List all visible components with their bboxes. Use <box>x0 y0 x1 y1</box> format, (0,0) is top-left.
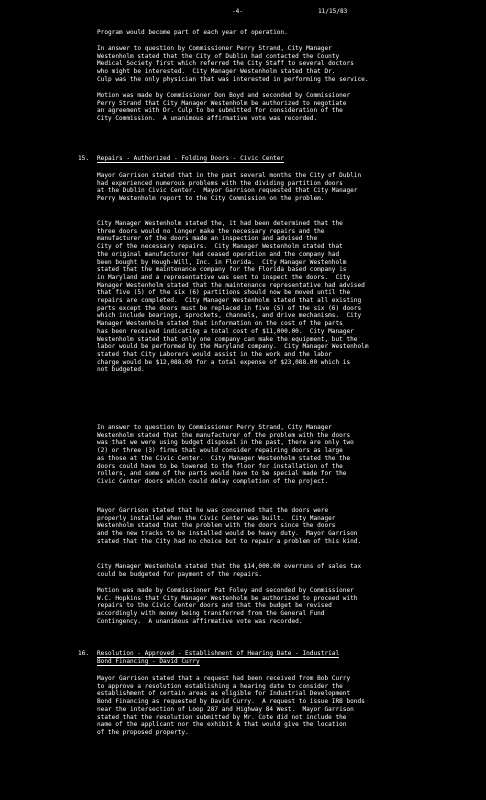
paragraph-sales-tax: City Manager Westenholm stated that the $14,000.00 overruns of sales tax could be budgeted for payment of the repairs. <box>97 563 362 578</box>
paragraph-motion-boyd: Motion was made by Commissioner Don Boyd and seconded by Commissioner Perry Strand that City Manager Westenholm be authorized to negotiate an agreement with Dr. Culp to be submitted for consideration of the City Commission. A unanimous affirmative vote was recorded. <box>97 92 351 123</box>
item-16-title <box>97 650 437 666</box>
page-number: -4- <box>232 8 244 15</box>
item-15-number: 15. <box>78 155 90 162</box>
paragraph-westenholm-repairs: City Manager Westenholm stated the, it had been determined that the three doors would no longer make the necessary repairs and the manufacturer of the doors made an inspection and advised the City of the necessary repairs. City Manager Westenholm stated that the original manufacturer had ceased operation and the company had been bought by Hough-Will, Inc. in Florida. City Manager Westenholm stated that the maintenance company for the Florida based company is in Maryland and a representative was sent to inspect the doors. City Manager Westenholm stated that the maintenance representative had advised that five (5) of the six (6) partitions should now be moved until the repairs are completed. City Manager Westenholm stated that all existing parts except the doors must be replaced in five (5) of the six (6) doors which include bearings, sprockets, channels, and drive mechanisms. City Manager Westenholm stated that information on the cost of the parts has been received indicating a total cost of $11,000.00. City Manager Westenholm stated that only one company can make the equipment, but the labor would be performed by the Maryland company. City Manager Westenholm stated that City Laborers would assist in the work and the labor charge would be $12,088.00 for a total expense of $23,088.00 which is not budgeted. <box>97 220 369 374</box>
paragraph-answer-strand: In answer to question by Commissioner Perry Strand, City Manager Westenholm stated that the City of Dublin had contacted the County Medical Society first which referred the City Staff to several doctors who might be interested. City Manager Westenholm stated that Dr. Culp was the only physician that was interested in performing the service. <box>97 45 369 83</box>
item-16-title-line2: Bond Financing - David Curry <box>97 658 200 665</box>
paragraph-garrison-installation: Mayor Garrison stated that he was concerned that the doors were properly installed when the Civic Center was built. City Manager Westenholm stated that the problem with the doors since the doors and the new tracks to be installed would be heavy duty. Mayor Garrison stated that the City had no choice but to repair a problem of this kind. <box>97 507 362 545</box>
paragraph-garrison-resolution: Mayor Garrison stated that a request had been received from Bob Curry to approve a resolution establishing a hearing date to consider the establishment of certain areas as eligible for Industrial Development Bond Financing as requested by David Curry. A request to issue IRB bonds near the intersection of Loop 287 and Highway 84 West. Mayor Garrison stated that the resolution submitted by Mr. Cote did not include the name of the applicant nor the exhibit A that would give the location of the proposed property. <box>97 675 365 736</box>
item-16-title-line1: Resolution - Approved - Establishment of Hearing Date - Industrial <box>97 650 340 657</box>
paragraph-motion-foley: Motion was made by Commissioner Pat Foley and seconded by Commissioner W.C. Hopkins that City Manager Westenholm be authorized to proceed with repairs to the Civic Center doors and that the budget be revised accordingly with money being transferred from the General Fund Contingency. A unanimous affirmative vote was recorded. <box>97 587 358 625</box>
paragraph-program-continuation: Program would become part of each year of operation. <box>97 29 288 36</box>
item-16-number: 16. <box>78 650 90 657</box>
paragraph-garrison-doors: Mayor Garrison stated that in the past several months the City of Dublin had experienced numerous problems with the dividing partition doors at the Dublin Civic Center. Mayor Garrison requested that City Manager Perry Westenholm report to the City Commission on the problem. <box>97 172 362 203</box>
item-15-title-text: Repairs - Authorized - Folding Doors - Civic Center <box>97 155 285 162</box>
item-15-title <box>97 155 437 163</box>
page-date: 11/15/83 <box>318 8 348 15</box>
paragraph-answer-manufacturer: In answer to question by Commissioner Perry Strand, City Manager Westenholm stated that the manufacturer of the problem with the doors was that we were using budget disposal in the past, there are only two (2) or three (3) firms that would consider repairing doors as large as those at the Civic Center. City Manager Westenholm stated the the doors could have to be lowered to the floor for installation of the rollers, and some of the parts would have to be special made for the Civic Center doors which could delay completion of the project. <box>97 424 354 485</box>
